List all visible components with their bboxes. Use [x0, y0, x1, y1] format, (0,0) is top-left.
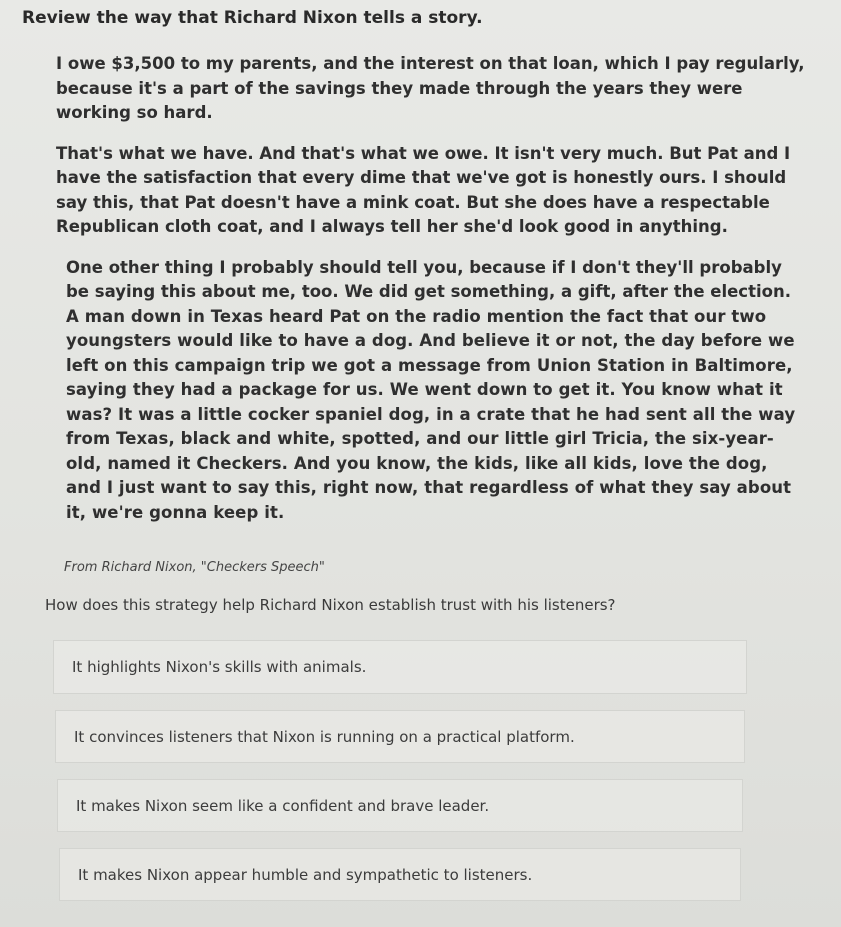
- answer-option-4[interactable]: [59, 848, 741, 901]
- passage-paragraph-3-emphasis: A man down in Texas heard Pat on the radio mention the fact that our two youngsters would like to have a dog. And believe it or not, the day before we left on this campaign trip we got a message from Union Station in Baltimore, saying they had a package for us. We went down to get it. You know what it was? It was a little cocker spaniel dog, in a crate that he had sent all the way from Texas, black and white, spotted, and our little girl Tricia, the six-year-old, named it Checkers. And you know, the kids, like all kids, love the dog, and I just want to say this, right now, that regardless of what they say about it, we're gonna keep it.: [66, 306, 796, 522]
- answer-option-2-label: It convinces listeners that Nixon is running on a practical platform.: [74, 727, 575, 746]
- source-citation: From Richard Nixon, "Checkers Speech": [64, 560, 325, 575]
- passage-paragraph-3-start: One other thing I probably should tell you, because if I don't they'll probably be saying this about me, too. We did get something, a gift, after the election.: [66, 257, 791, 301]
- prompt-heading: Review the way that Richard Nixon tells a story.: [22, 8, 483, 28]
- question-text: How does this strategy help Richard Nixon establish trust with his listeners?: [45, 596, 616, 614]
- answer-option-1-label: It highlights Nixon's skills with animals.: [72, 658, 367, 676]
- answer-option-3-label: It makes Nixon seem like a confident and brave leader.: [76, 796, 490, 815]
- answer-option-1[interactable]: [53, 640, 747, 694]
- passage-excerpt: [56, 52, 822, 525]
- passage-paragraph-2: That's what we have. And that's what we owe. It isn't very much. But Pat and I have the satisfaction that every dime that we've got is honestly ours. I should say this, that Pat doesn't have a mink coat. But she does have a respectable Republican cloth coat, and I always tell her she'd look good in anything.: [56, 143, 791, 236]
- passage-paragraph-1: I owe $3,500 to my parents, and the interest on that loan, which I pay regularly, because it's a part of the savings they made through the years they were working so hard.: [56, 54, 805, 122]
- answer-option-4-label: It makes Nixon appear humble and sympathetic to listeners.: [78, 865, 533, 884]
- answer-option-3[interactable]: [57, 779, 743, 832]
- answer-option-2[interactable]: [55, 710, 745, 763]
- passage-paragraph-3: [56, 256, 796, 526]
